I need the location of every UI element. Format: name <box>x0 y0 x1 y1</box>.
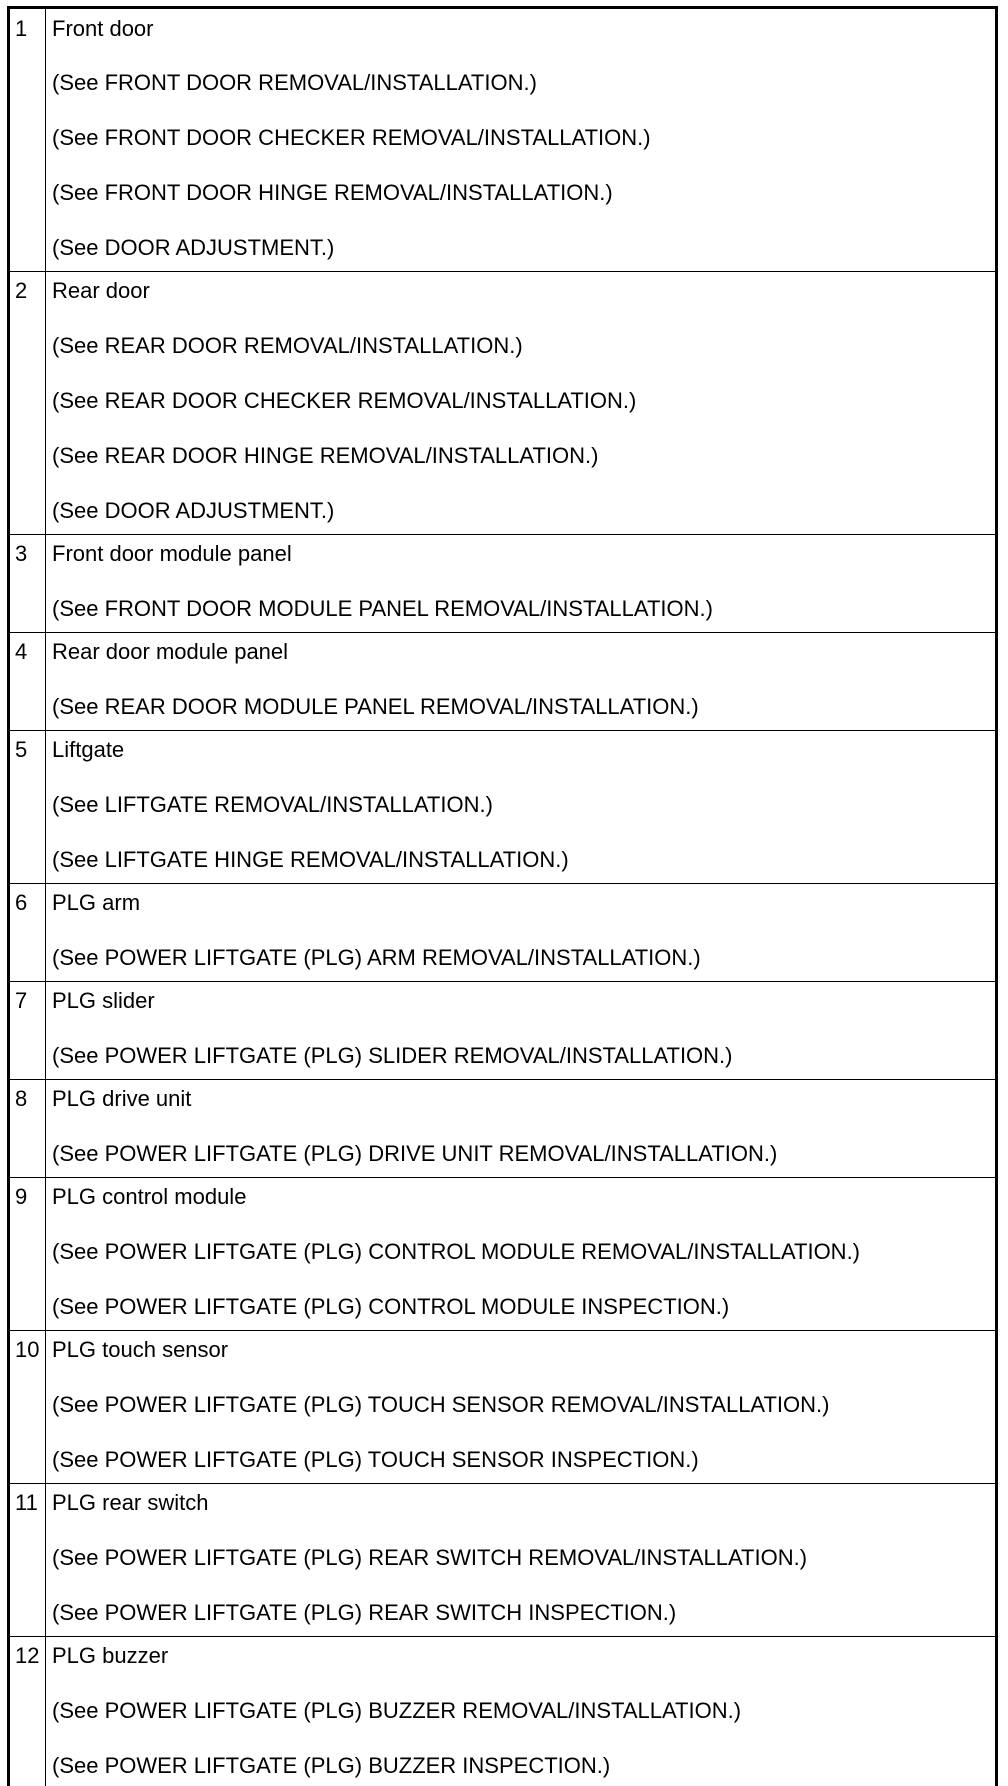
reference-link[interactable]: (See LIFTGATE REMOVAL/INSTALLATION.) <box>52 792 493 817</box>
reference-link[interactable]: (See REAR DOOR MODULE PANEL REMOVAL/INSTALLATION.) <box>52 694 699 719</box>
table-row <box>10 730 995 883</box>
reference-link[interactable]: (See POWER LIFTGATE (PLG) REAR SWITCH REMOVAL/INSTALLATION.) <box>52 1545 808 1570</box>
reference-link[interactable]: (See POWER LIFTGATE (PLG) CONTROL MODULE INSPECTION.) <box>52 1294 730 1319</box>
row-number: 1 <box>10 9 46 271</box>
table-row <box>10 271 995 534</box>
row-content <box>46 272 995 534</box>
row-content <box>46 1331 995 1483</box>
item-name: Front door module panel <box>52 541 292 566</box>
item-name: Rear door module panel <box>52 639 289 664</box>
table-row <box>10 1079 995 1177</box>
table-row <box>10 1483 995 1636</box>
table-row <box>10 1177 995 1330</box>
reference-link[interactable]: (See DOOR ADJUSTMENT.) <box>52 498 335 523</box>
item-name: Rear door <box>52 278 150 303</box>
table-row <box>10 1636 995 1786</box>
reference-link[interactable]: (See POWER LIFTGATE (PLG) SLIDER REMOVAL/INSTALLATION.) <box>52 1043 733 1068</box>
row-number: 6 <box>10 884 46 981</box>
item-name: PLG drive unit <box>52 1086 192 1111</box>
item-name: Liftgate <box>52 737 125 762</box>
row-number: 2 <box>10 272 46 534</box>
row-number: 4 <box>10 633 46 730</box>
row-content <box>46 731 995 883</box>
item-name: PLG touch sensor <box>52 1337 229 1362</box>
item-name: PLG control module <box>52 1184 247 1209</box>
reference-link[interactable]: (See POWER LIFTGATE (PLG) ARM REMOVAL/INSTALLATION.) <box>52 945 701 970</box>
row-number: 12 <box>10 1637 46 1786</box>
table-row <box>10 1330 995 1483</box>
row-content <box>46 535 995 632</box>
row-number: 9 <box>10 1178 46 1330</box>
reference-link[interactable]: (See POWER LIFTGATE (PLG) CONTROL MODULE REMOVAL/INSTALLATION.) <box>52 1239 861 1264</box>
reference-link[interactable]: (See REAR DOOR CHECKER REMOVAL/INSTALLATION.) <box>52 388 637 413</box>
reference-link[interactable]: (See REAR DOOR REMOVAL/INSTALLATION.) <box>52 333 523 358</box>
parts-reference-table <box>7 6 998 1786</box>
reference-link[interactable]: (See POWER LIFTGATE (PLG) BUZZER REMOVAL/INSTALLATION.) <box>52 1698 742 1723</box>
item-name: PLG slider <box>52 988 155 1013</box>
reference-link[interactable]: (See FRONT DOOR HINGE REMOVAL/INSTALLATION.) <box>52 180 613 205</box>
reference-link[interactable]: (See POWER LIFTGATE (PLG) DRIVE UNIT REMOVAL/INSTALLATION.) <box>52 1141 778 1166</box>
reference-link[interactable]: (See POWER LIFTGATE (PLG) TOUCH SENSOR REMOVAL/INSTALLATION.) <box>52 1392 830 1417</box>
row-content <box>46 1080 995 1177</box>
item-name: PLG rear switch <box>52 1490 209 1515</box>
reference-link[interactable]: (See POWER LIFTGATE (PLG) REAR SWITCH INSPECTION.) <box>52 1600 677 1625</box>
reference-link[interactable]: (See FRONT DOOR MODULE PANEL REMOVAL/INSTALLATION.) <box>52 596 713 621</box>
row-content <box>46 1484 995 1636</box>
item-name: PLG arm <box>52 890 141 915</box>
row-number: 7 <box>10 982 46 1079</box>
table-row <box>10 534 995 632</box>
item-name: Front door <box>52 16 154 41</box>
item-name: PLG buzzer <box>52 1643 169 1668</box>
row-content <box>46 9 995 271</box>
row-number: 8 <box>10 1080 46 1177</box>
reference-link[interactable]: (See DOOR ADJUSTMENT.) <box>52 235 335 260</box>
table-row <box>10 981 995 1079</box>
reference-link[interactable]: (See FRONT DOOR CHECKER REMOVAL/INSTALLATION.) <box>52 125 651 150</box>
reference-link[interactable]: (See FRONT DOOR REMOVAL/INSTALLATION.) <box>52 70 537 95</box>
row-number: 11 <box>10 1484 46 1636</box>
row-number: 3 <box>10 535 46 632</box>
row-content <box>46 884 995 981</box>
row-content <box>46 1637 995 1786</box>
row-content <box>46 982 995 1079</box>
row-number: 10 <box>10 1331 46 1483</box>
reference-link[interactable]: (See LIFTGATE HINGE REMOVAL/INSTALLATION.) <box>52 847 569 872</box>
row-content <box>46 633 995 730</box>
table-row <box>10 883 995 981</box>
table-row <box>10 632 995 730</box>
reference-link[interactable]: (See POWER LIFTGATE (PLG) TOUCH SENSOR INSPECTION.) <box>52 1447 699 1472</box>
row-content <box>46 1178 995 1330</box>
row-number: 5 <box>10 731 46 883</box>
reference-link[interactable]: (See REAR DOOR HINGE REMOVAL/INSTALLATION.) <box>52 443 599 468</box>
table-row <box>10 9 995 271</box>
reference-link[interactable]: (See POWER LIFTGATE (PLG) BUZZER INSPECTION.) <box>52 1753 611 1778</box>
